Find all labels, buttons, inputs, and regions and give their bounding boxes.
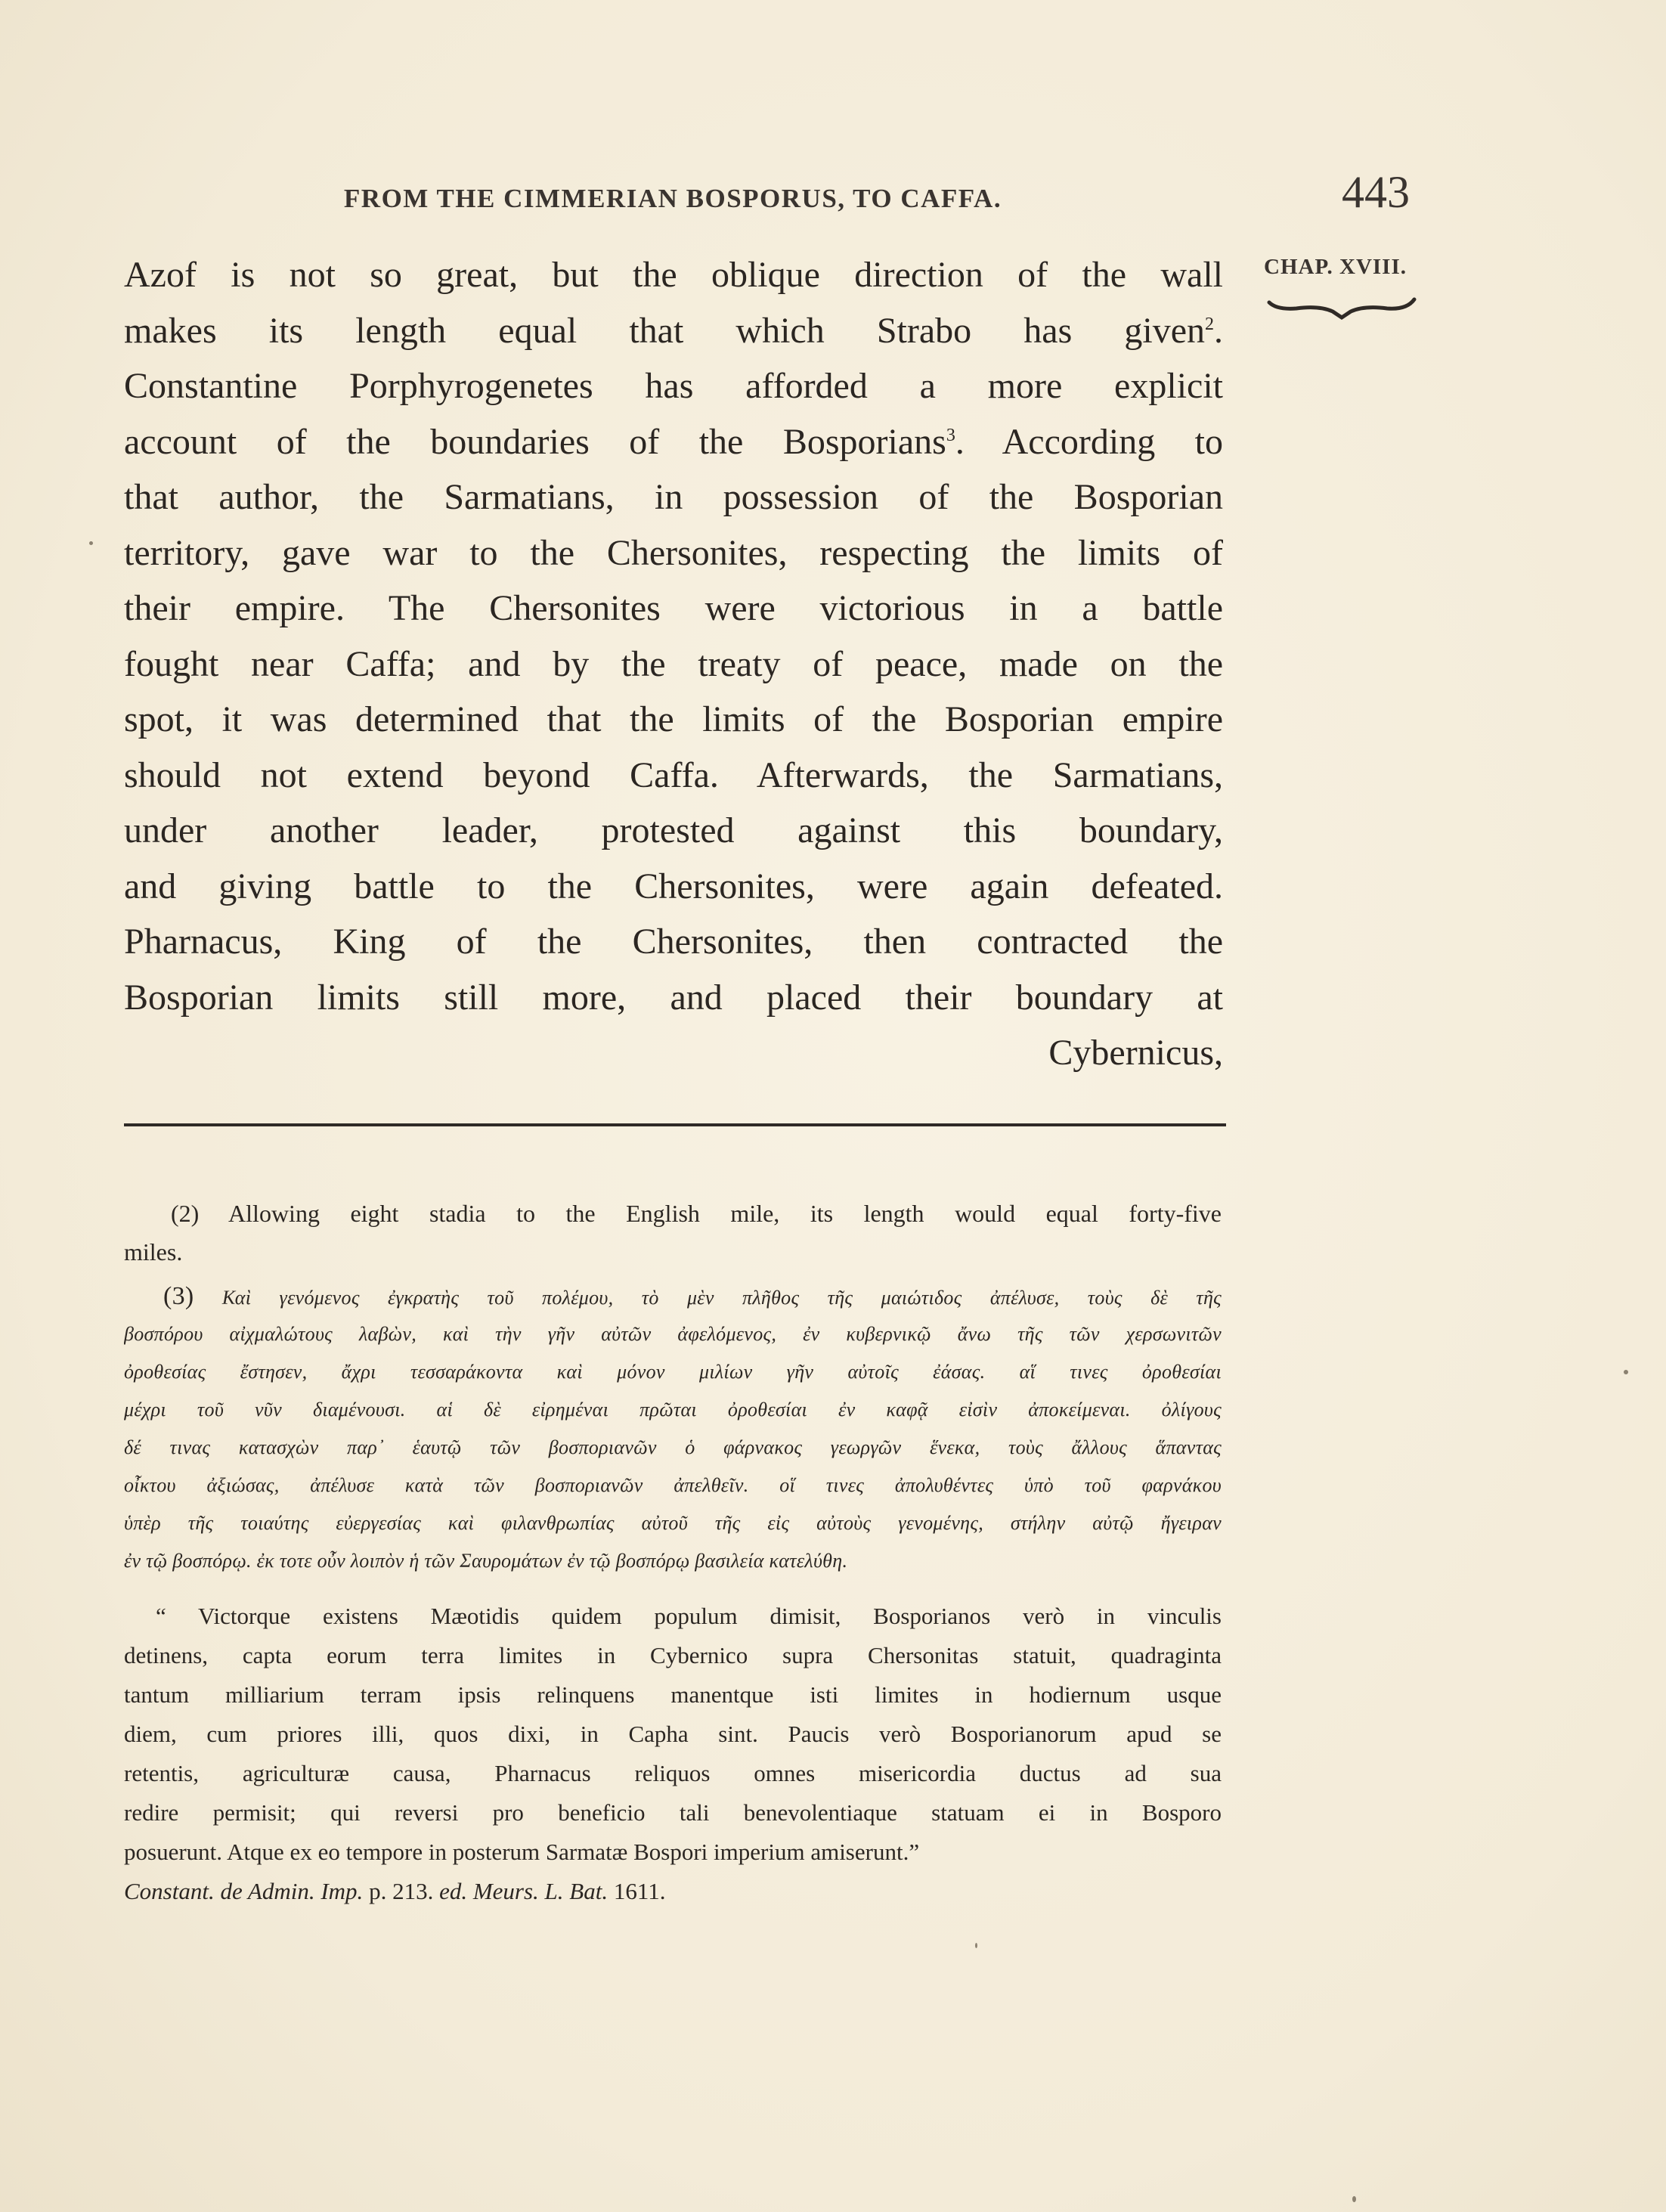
latin-line: “ Victorque existens Mæotidis quidem populum dimisit, Bosporianos verò in vinculis: [156, 1603, 1222, 1629]
page-number: 443: [1342, 167, 1410, 217]
latin-line: tantum milliarium terram ipsis relinquens manentque isti limites in hodiernum usque: [124, 1681, 1222, 1708]
latin-line: diem, cum priores illi, quos dixi, in Capha sint. Paucis verò Bosporianorum apud se: [124, 1721, 1222, 1747]
body-line: Constantine Porphyrogenetes has afforded a more explicit: [124, 366, 1223, 406]
body-line: and giving battle to the Chersonites, were again defeated.: [124, 866, 1223, 906]
footnote-ref-2: 2: [1205, 314, 1214, 334]
body-line: Pharnacus, King of the Chersonites, then contracted the: [124, 922, 1223, 962]
footnote-3-greek: [124, 1278, 1222, 1580]
body-line: should not extend beyond Caffa. Afterwards, the Sarmatians,: [124, 754, 1223, 795]
body-line: spot, it was determined that the limits of the Bosporian empire: [124, 699, 1223, 739]
greek-line: ὀροθεσίας ἔστησεν, ἄχρι τεσσαράκοντα καὶ μόνον μιλίων γῆν αὐτοῖς ἐάσας. αἵ τινες ὀροθεσίαι: [124, 1361, 1222, 1383]
body-line: Azof is not so great, but the oblique direction of the wall: [124, 255, 1223, 295]
running-title: FROM THE CIMMERIAN BOSPORUS, TO CAFFA.: [343, 184, 1002, 213]
speck: [89, 541, 93, 545]
greek-line: ἐν τῷ βοσπόρῳ. ἐκ τοτε οὖν λοιπὸν ἡ τῶν Σαυρομάτων ἐν τῷ βοσπόρῳ βασιλεία κατελύθη.: [124, 1550, 848, 1572]
greek-line: δέ τινας κατασχὼν παρ᾽ ἑαυτῷ τῶν βοσποριανῶν ὁ φάρνακος γεωργῶν ἕνεκα, τοὺς ἄλλους ἅπαντας: [124, 1436, 1222, 1458]
latin-line: detinens, capta eorum terra limites in Cybernico supra Chersonitas statuit, quadraginta: [124, 1642, 1222, 1668]
citation: [124, 1872, 1222, 1911]
citation-work: Constant. de Admin. Imp.: [124, 1878, 364, 1904]
footnote-3-latin: [124, 1597, 1222, 1911]
greek-line: (3) Καὶ γενόμενος ἐγκρατὴς τοῦ πολέμου, τὸ μὲν πλῆθος τῆς μαιώτιδος ἀπέλυσε, τοὺς δὲ τῆς: [163, 1282, 1222, 1310]
footnote-2-line: miles.: [124, 1238, 183, 1266]
speck: [1352, 2196, 1356, 2202]
body-line: that author, the Sarmatians, in possession of the Bosporian: [124, 477, 1223, 517]
greek-line: βοσπόρου αἰχμαλώτους λαβὼν, καὶ τὴν γῆν αὐτῶν ἀφελόμενος, ἐν κυβερνικῷ ἄνω τῆς τῶν χερσωνιτῶν: [124, 1323, 1222, 1345]
body-line: territory, gave war to the Chersonites, respecting the limits of: [124, 532, 1223, 573]
body-line: account of the boundaries of the Bosporians$^3$. According to: [124, 421, 1223, 462]
brace-path: [1269, 299, 1414, 318]
catchword: Cybernicus,: [1048, 1033, 1223, 1073]
citation-year: 1611.: [613, 1878, 666, 1904]
footnote-ref-3: 3: [946, 425, 955, 445]
greek-line: οἶκτου ἀξιώσας, ἀπέλυσε κατὰ τῶν βοσποριανῶν ἀπελθεῖν. οἵ τινες ἀπολυθέντες ὑπὸ τοῦ φαρνάκου: [124, 1474, 1222, 1496]
latin-line: redire permisit; qui reversi pro beneficio tali benevolentiaque statuam ei in Bosporo: [124, 1799, 1222, 1826]
greek-line: μέχρι τοῦ νῦν διαμένουσι. αἱ δὲ εἰρημέναι πρῶται ὀροθεσίαι ἐν καφᾷ εἰσὶν ἀποκείμεναι. ὀλίγους: [124, 1399, 1222, 1420]
citation-place: L. Bat.: [544, 1878, 608, 1904]
body-line: Bosporian limits still more, and placed their boundary at: [124, 977, 1223, 1018]
speck: [975, 1943, 977, 1948]
footnote-3-number: (3): [163, 1282, 194, 1310]
latin-line: posuerunt. Atque ex eo tempore in posterum Sarmatæ Bospori imperium amiserunt.”: [124, 1839, 920, 1865]
latin-line: retentis, agriculturæ causa, Pharnacus reliquos omnes misericordia ductus ad sua: [124, 1760, 1222, 1786]
body-line: fought near Caffa; and by the treaty of peace, made on the: [124, 643, 1223, 684]
body-line: makes its length equal that which Strabo has given$^2$.: [124, 310, 1223, 351]
body-line: under another leader, protested against this boundary,: [124, 810, 1223, 850]
main-text-column: [124, 247, 1223, 1081]
footnotes: [124, 1194, 1222, 1911]
footnote-2-line: (2) Allowing eight stadia to the English mile, its length would equal forty-five: [171, 1200, 1222, 1227]
greek-line: ὑπὲρ τῆς τοιαύτης εὐεργεσίας καὶ φιλανθρωπίας αὐτοῦ τῆς εἰς αὐτοὺς γενομένης, στήλην αὐτῷ ἤγειραν: [124, 1512, 1222, 1534]
footnote-separator-rule: [124, 1123, 1226, 1126]
chapter-label: CHAP. XVIII.: [1264, 255, 1407, 279]
citation-page: p. 213.: [369, 1878, 434, 1904]
body-line: their empire. The Chersonites were victorious in a battle: [124, 588, 1223, 628]
chapter-brace-ornament: [1266, 295, 1417, 321]
speck: [1624, 1370, 1628, 1374]
citation-editor: ed. Meurs.: [439, 1878, 539, 1904]
